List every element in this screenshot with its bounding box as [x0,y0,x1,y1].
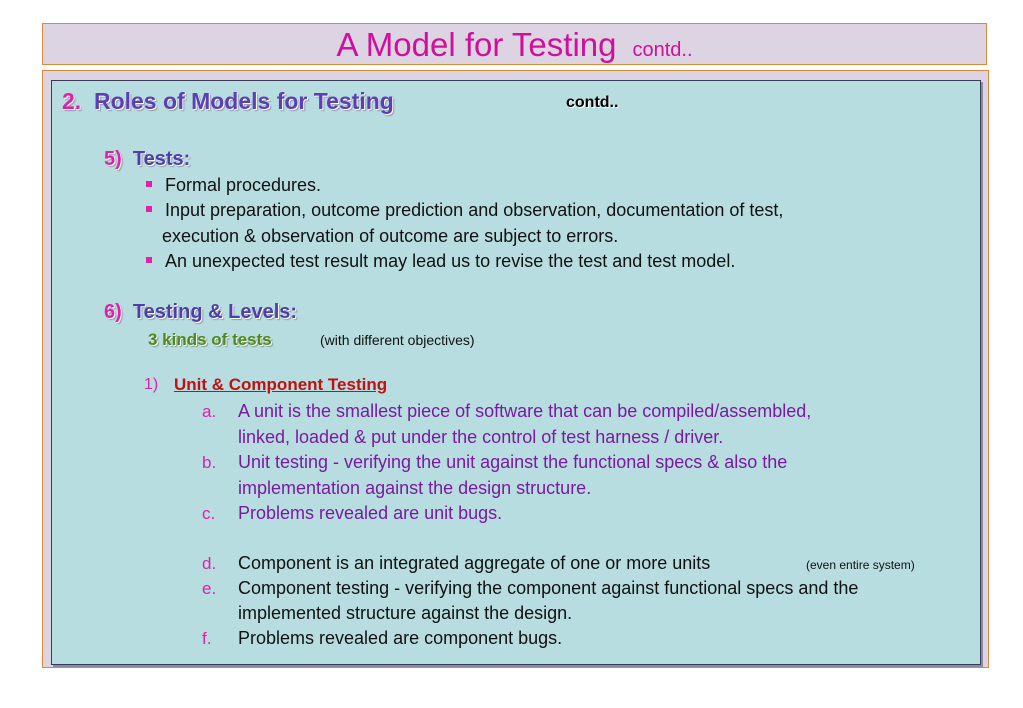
unit-number: 1) [144,376,159,393]
item-a-line-2: linked, loaded & put under the control of test harness / driver. [238,427,724,447]
levels-heading [104,301,297,324]
item-c-letter: c. [202,504,216,523]
kinds-of-tests: 3 kinds of tests [148,330,272,349]
item-d-letter: d. [202,554,217,573]
tests-number: 5) [104,148,122,170]
section-heading-text: Roles of Models for Testing [93,88,394,114]
item-d-line-1: Component is an integrated aggregate of one or more units [238,553,711,573]
item-f-line-1: Problems revealed are component bugs. [238,628,563,648]
levels-number: 6) [104,301,122,323]
item-c-line-1: Problems revealed are unit bugs. [238,503,503,523]
item-b-line-2: implementation against the design structure. [238,478,592,498]
unit-heading: Unit & Component Testing [174,375,388,394]
item-e-letter: e. [202,579,217,598]
bullet-icon [146,181,152,187]
item-a-letter: a. [202,402,217,421]
kinds-note: (with different objectives) [320,332,475,348]
levels-heading-text: Testing & Levels: [132,301,298,323]
section-contd: contd.. [566,94,619,111]
item-a-line-1: A unit is the smallest piece of software that can be compiled/assembled, [238,401,812,421]
section-heading [62,88,394,115]
tests-heading-text: Tests: [132,148,191,170]
item-b-line-1: Unit testing - verifying the unit against the functional specs & also the [238,452,788,472]
item-b-letter: b. [202,453,217,472]
tests-bullet-3: An unexpected test result may lead us to revise the test and test model. [165,251,736,271]
slide-title-contd: contd.. [632,39,693,61]
bullet-icon [146,257,152,263]
bullet-icon [146,206,152,212]
item-e-line-1: Component testing - verifying the component against functional specs and the [238,578,859,598]
tests-heading [104,148,190,171]
tests-bullet-1: Formal procedures. [165,175,322,195]
tests-bullet-2: Input preparation, outcome prediction and observation, documentation of test, [165,200,784,220]
section-number: 2. [62,88,82,114]
slide-title: A Model for Testing [336,26,617,63]
tests-bullet-2-cont: execution & observation of outcome are subject to errors. [162,226,619,246]
item-d-note: (even entire system) [806,558,915,572]
slide-title-bar [42,23,987,65]
item-f-letter: f. [202,629,212,648]
item-e-line-2: implemented structure against the design. [238,603,573,623]
